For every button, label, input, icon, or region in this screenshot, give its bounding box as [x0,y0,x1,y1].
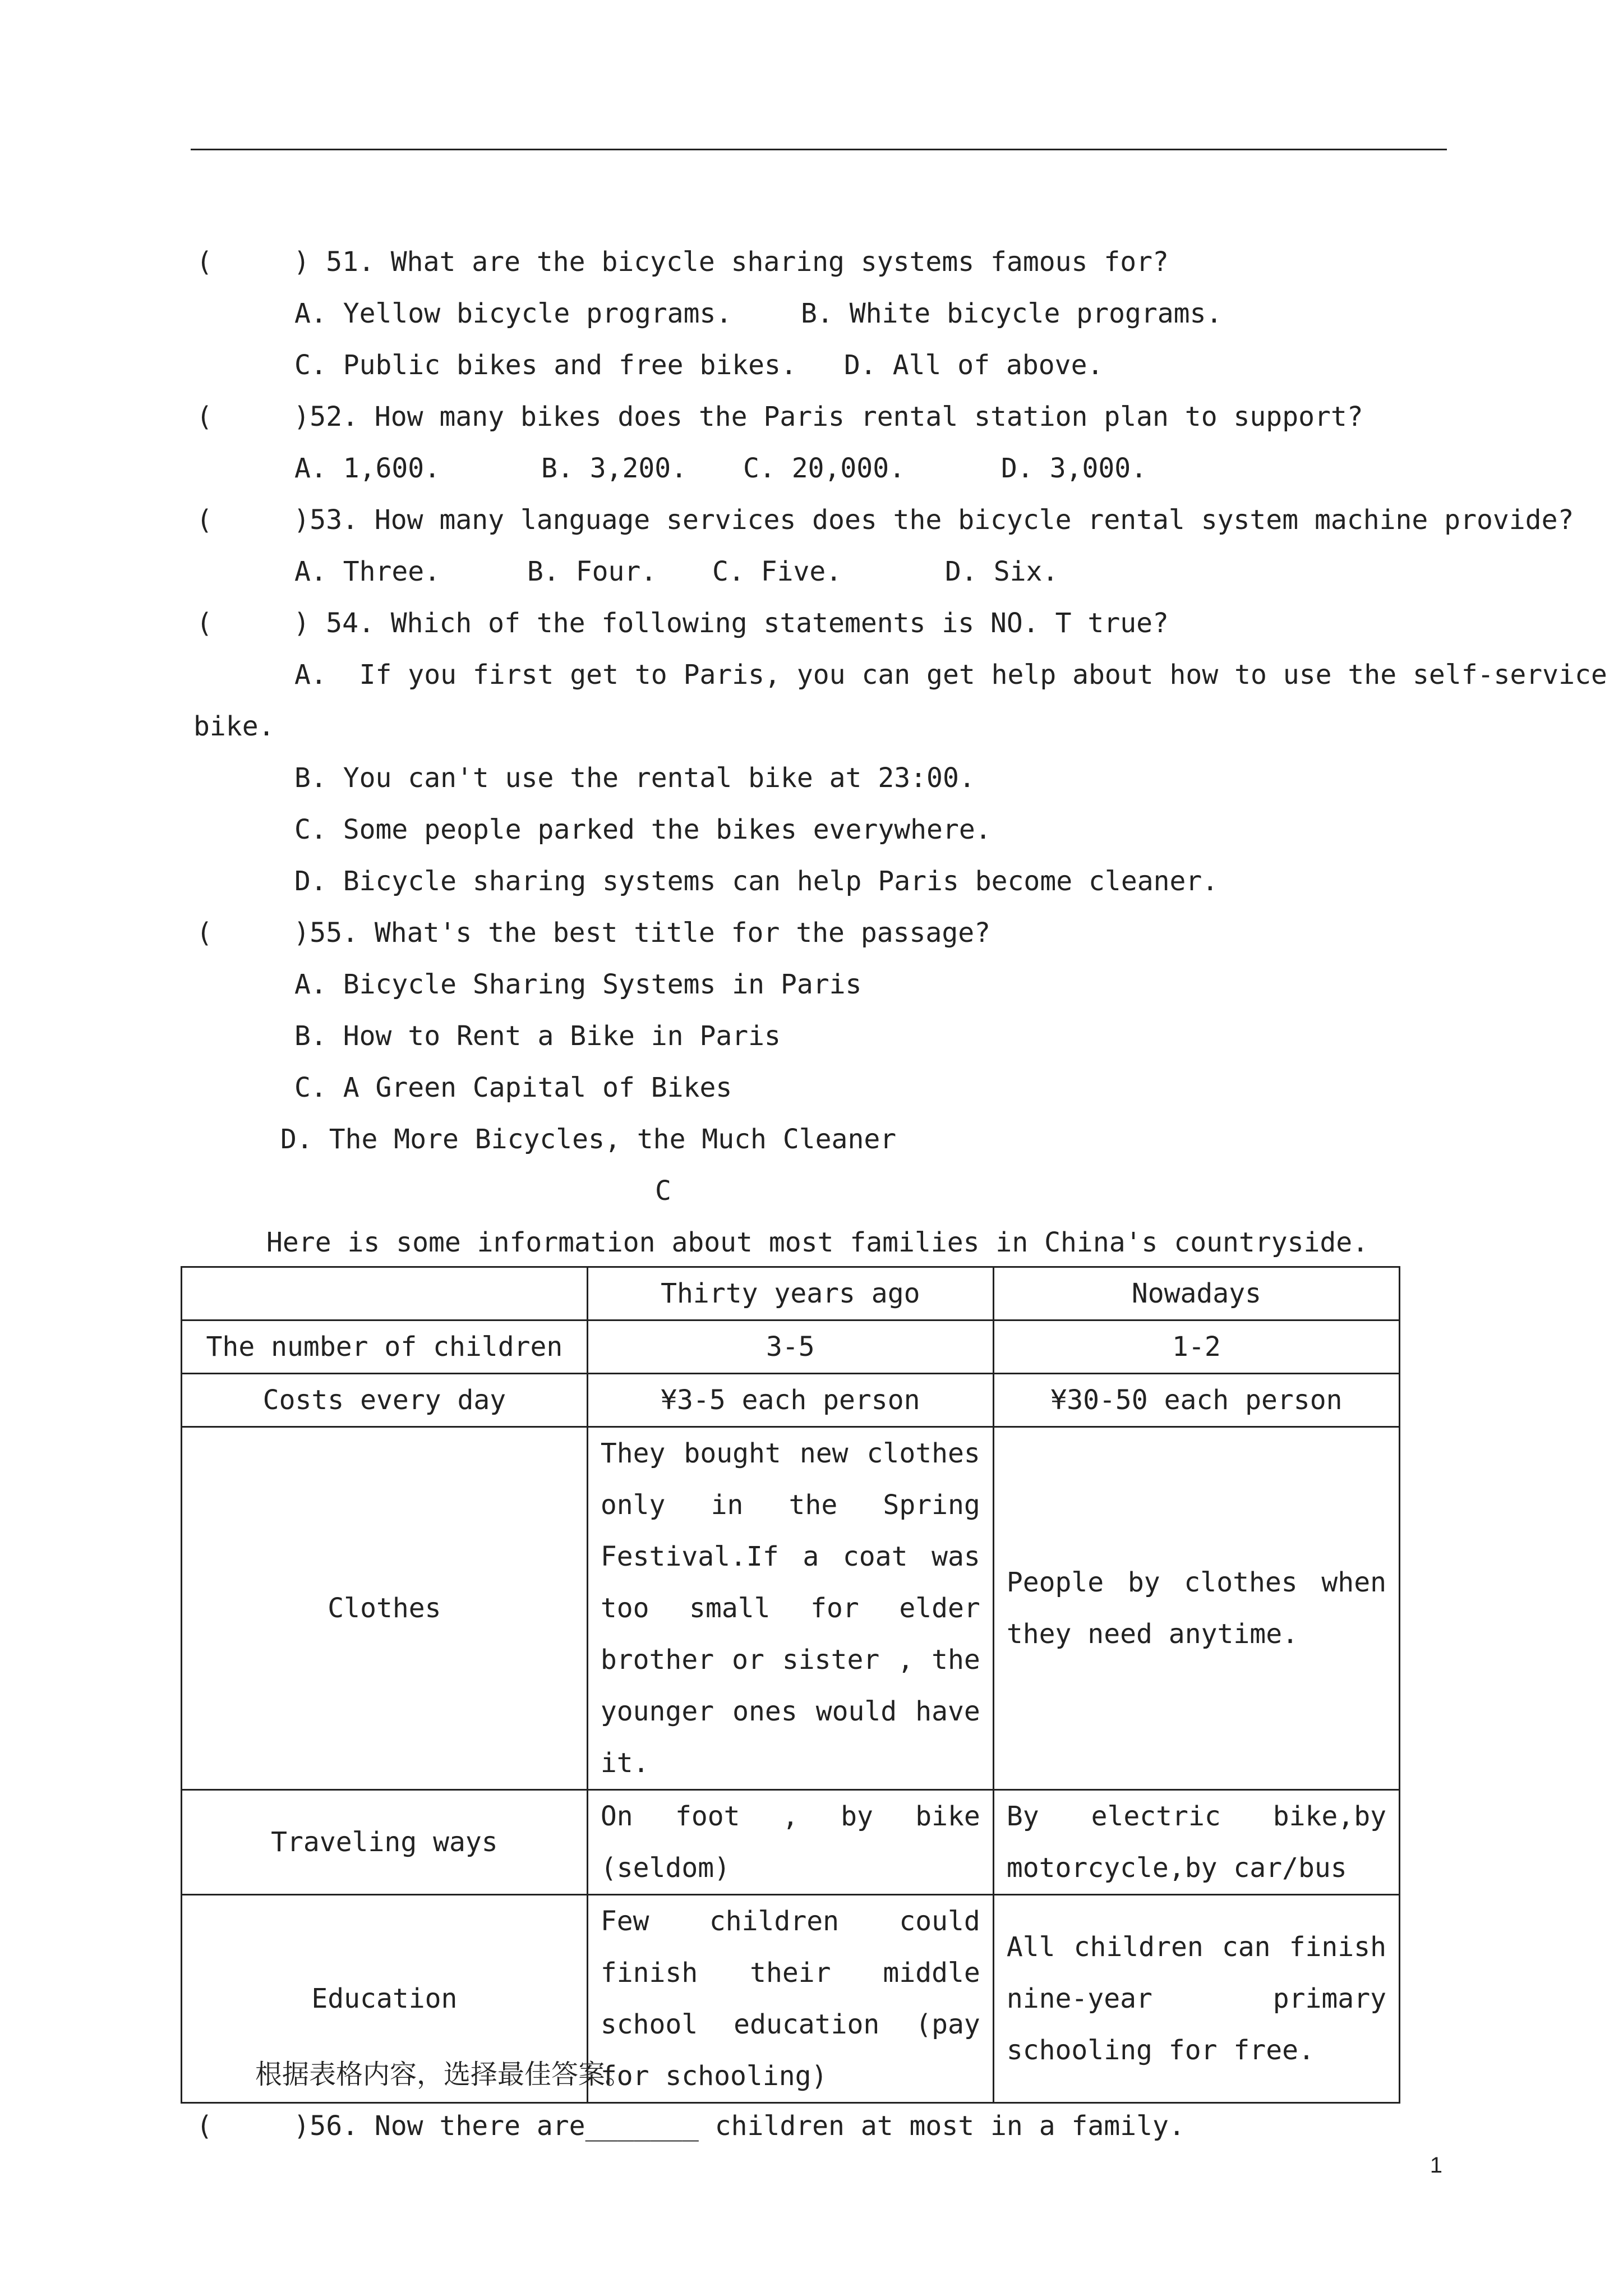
table-cell: 1-2 [993,1320,1399,1374]
question-51: ( ) 51. What are the bicycle sharing systems famous for? [196,246,1169,278]
table-row-label: Education [182,1895,588,2103]
table-cell: They bought new clothes only in the Spring Festival.If a coat was too small for elder brother or sister , the younger ones would have it. [587,1427,993,1790]
table-row-label: The number of children [182,1320,588,1374]
question-54: ( ) 54. Which of the following statements is NO. T true? [196,608,1169,639]
table-header-cell: Nowadays [993,1267,1399,1320]
section-intro: Here is some information about most families in China's countryside. [266,1227,1369,1258]
q54-option-a-continued: bike. [193,711,275,742]
question-53: ( )53. How many language services does the bicycle rental system machine provide? [196,504,1574,536]
q51-option-b: B. White bicycle programs. [801,298,1223,329]
question-56: ( )56. Now there are_______ children at most in a family. [196,2110,1185,2142]
q54-option-d: D. Bicycle sharing systems can help Paris become cleaner. [294,866,1219,897]
q55-option-c: C. A Green Capital of Bikes [294,1072,732,1103]
info-table [181,1266,1400,2104]
q55-option-d: D. The More Bicycles, the Much Cleaner [280,1124,897,1155]
table-cell: People by clothes when they need anytime. [993,1427,1399,1790]
q54-option-b: B. You can't use the rental bike at 23:00. [294,762,975,794]
table-cell: ¥30-50 each person [993,1374,1399,1427]
question-55: ( )55. What's the best title for the passage? [196,917,991,949]
q54-option-c: C. Some people parked the bikes everywhere. [294,814,992,845]
table-row [182,1790,1400,1895]
table-cell: ¥3-5 each person [587,1374,993,1427]
q53-option-b: B. Four. [527,556,657,587]
table-cell: All children can finish nine-year primary schooling for free. [993,1895,1399,2103]
q55-option-a: A. Bicycle Sharing Systems in Paris [294,969,862,1000]
q55-option-b: B. How to Rent a Bike in Paris [294,1020,781,1052]
q51-option-c: C. Public bikes and free bikes. [294,349,797,381]
table-header-cell: Thirty years ago [587,1267,993,1320]
q51-option-d: D. All of above. [844,349,1104,381]
question-52: ( )52. How many bikes does the Paris rental station plan to support? [196,401,1363,432]
table-row [182,1320,1400,1374]
q54-option-a: A. If you first get to Paris, you can get help about how to use the self-service [294,659,1607,691]
table-cell: By electric bike,by motorcycle,by car/bus [993,1790,1399,1895]
q51-option-a: A. Yellow bicycle programs. [294,298,732,329]
q52-option-d: D. 3,000. [1001,453,1147,484]
table-header-cell [182,1267,588,1320]
q53-option-c: C. Five. [712,556,842,587]
q53-option-d: D. Six. [945,556,1059,587]
table-row-label: Clothes [182,1427,588,1790]
page-number: 1 [1430,2153,1442,2178]
table-cell: Few children could finish their middle school education (pay for schooling) [587,1895,993,2103]
table-row [182,1427,1400,1790]
section-label: C [655,1175,671,1207]
table-row-label: Costs every day [182,1374,588,1427]
q53-option-a: A. Three. [294,556,441,587]
q52-option-c: C. 20,000. [743,453,905,484]
table-cell: 3-5 [587,1320,993,1374]
header-rule [191,149,1447,150]
q52-option-b: B. 3,200. [541,453,688,484]
table-row-label: Traveling ways [182,1790,588,1895]
table-header-row [182,1267,1400,1320]
table-row [182,1374,1400,1427]
table-cell: On foot , by bike (seldom) [587,1790,993,1895]
instruction-text: 根据表格内容，选择最佳答案。 [255,2059,633,2090]
q52-option-a: A. 1,600. [294,453,441,484]
